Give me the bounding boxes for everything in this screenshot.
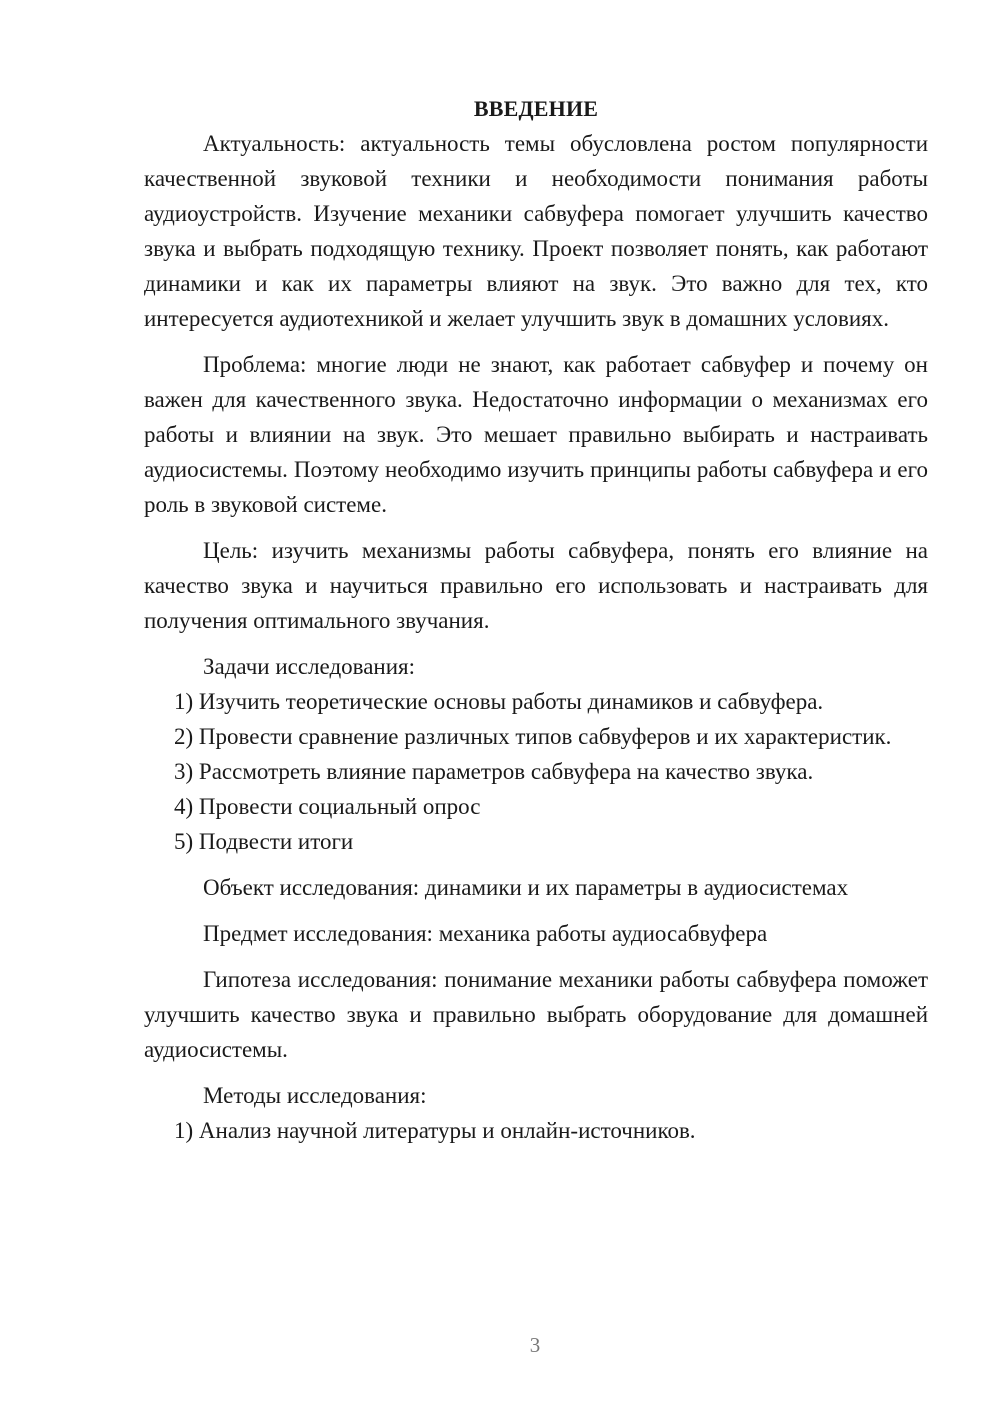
- page-number: 3: [529, 1333, 541, 1357]
- section-title: ВВЕДЕНИЕ: [473, 96, 599, 121]
- problem-paragraph: Проблема: многие люди не знают, как работает сабвуфер и почему он важен для качественного звука. Недостаточно информации о механизмах его работы и влиянии на звук. Это мешает правильно выбирать и настраивать аудиосистемы. Поэтому необходимо изучить принципы работы сабвуфера и его роль в звуковой системе.: [144, 352, 928, 517]
- page-content: [144, 92, 928, 1148]
- relevance-paragraph: Актуальность: актуальность темы обусловлена ростом популярности качественной звуковой техники и необходимости понимания работы аудиоустройств. Изучение механики сабвуфера помогает улучшить качество звука и выбрать подходящую технику. Проект позволяет понять, как работают динамики и как их параметры влияют на звук. Это важно для тех, кто интересуется аудиотехникой и желает улучшить звук в домашних условиях.: [144, 131, 928, 331]
- tasks-heading: Задачи исследования:: [203, 654, 416, 679]
- task-item: 2) Провести сравнение различных типов сабвуферов и их характеристик.: [174, 724, 892, 749]
- object-paragraph: Объект исследования: динамики и их параметры в аудиосистемах: [203, 875, 849, 900]
- task-item: 5) Подвести итоги: [174, 829, 354, 854]
- task-item: 3) Рассмотреть влияние параметров сабвуфера на качество звука.: [174, 759, 814, 784]
- methods-heading: Методы исследования:: [203, 1083, 427, 1108]
- hypothesis-paragraph: Гипотеза исследования: понимание механики работы сабвуфера поможет улучшить качество звука и правильно выбрать оборудование для домашней аудиосистемы.: [144, 967, 928, 1062]
- task-item: 4) Провести социальный опрос: [174, 794, 481, 819]
- subject-paragraph: Предмет исследования: механика работы аудиосабвуфера: [203, 921, 768, 946]
- goal-paragraph: Цель: изучить механизмы работы сабвуфера, понять его влияние на качество звука и научиться правильно его использовать и настраивать для получения оптимального звучания.: [144, 538, 928, 633]
- task-item: 1) Изучить теоретические основы работы динамиков и сабвуфера.: [174, 689, 824, 714]
- method-item: 1) Анализ научной литературы и онлайн-источников.: [174, 1118, 696, 1143]
